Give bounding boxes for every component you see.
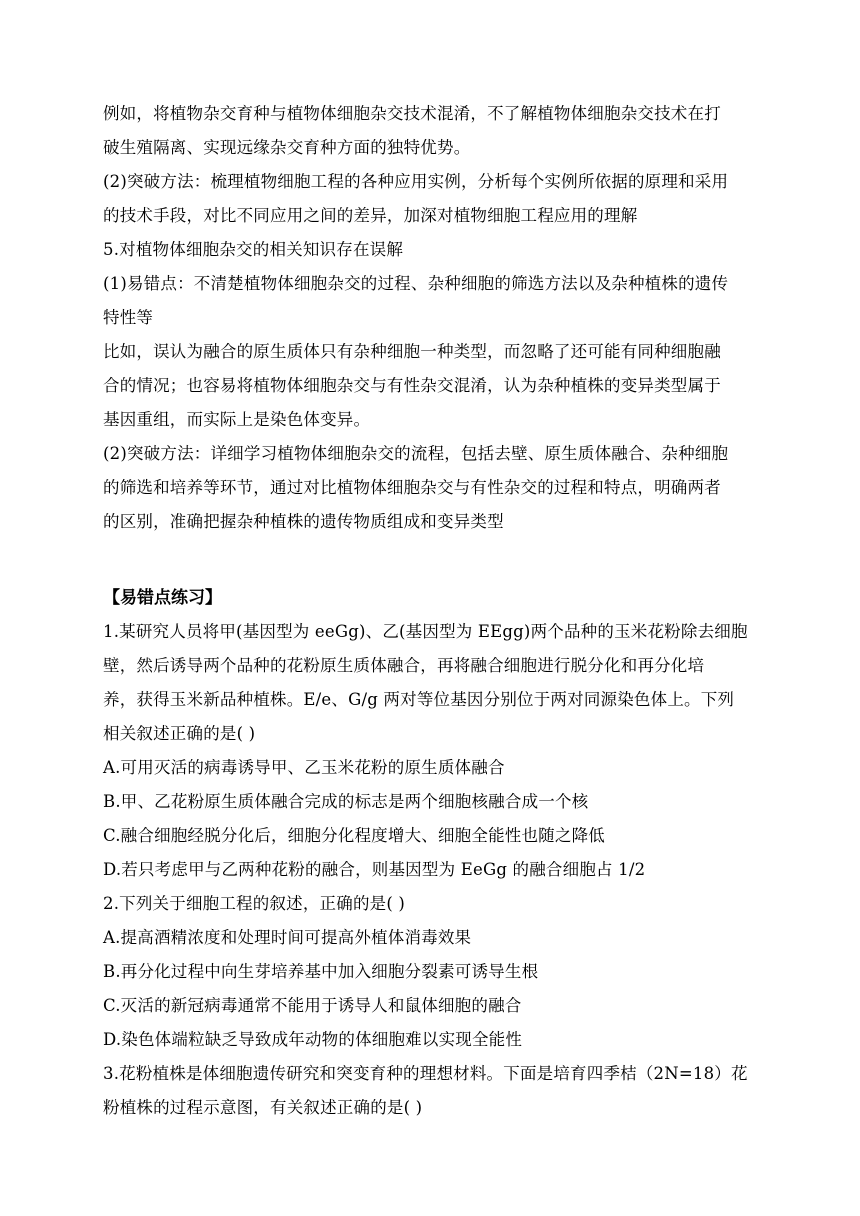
option-d: D.若只考虑甲与乙两种花粉的融合，则基因型为 EeGg 的融合细胞占 1/2 <box>103 860 646 879</box>
text-line: 的区别，准确把握杂种植株的遗传物质组成和变异类型 <box>103 512 504 531</box>
option-c: C.灭活的新冠病毒通常不能用于诱导人和鼠体细胞的融合 <box>103 996 522 1015</box>
question-stem: 壁，然后诱导两个品种的花粉原生质体融合，再将融合细胞进行脱分化和再分化培 <box>103 656 705 675</box>
question-stem: 3.花粉植株是体细胞遗传研究和突变育种的理想材料。下面是培育四季桔（2N=18）花 <box>103 1064 748 1083</box>
question-3 <box>103 1057 763 1125</box>
option-c: C.融合细胞经脱分化后，细胞分化程度增大、细胞全能性也随之降低 <box>103 826 605 845</box>
text-line: 5.对植物体细胞杂交的相关知识存在误解 <box>103 240 404 259</box>
paragraph-error-point <box>103 267 763 335</box>
text-line: (2)突破方法：详细学习植物体细胞杂交的流程，包括去壁、原生质体融合、杂种细胞 <box>103 444 729 463</box>
text-line: 合的情况；也容易将植物体细胞杂交与有性杂交混淆，认为杂种植株的变异类型属于 <box>103 376 721 395</box>
text-line: 基因重组，而实际上是染色体变异。 <box>103 410 371 429</box>
question-stem: 1.某研究人员将甲(基因型为 eeGg)、乙(基因型为 EEgg)两个品种的玉米花粉除去细胞 <box>103 622 748 641</box>
question-stem: 粉植株的过程示意图，有关叙述正确的是( ) <box>103 1098 423 1117</box>
text-line: 的筛选和培养等环节，通过对比植物体细胞杂交与有性杂交的过程和特点，明确两者 <box>103 478 721 497</box>
option-b: B.甲、乙花粉原生质体融合完成的标志是两个细胞核融合成一个核 <box>103 792 589 811</box>
text-line: 例如，将植物杂交育种与植物体细胞杂交技术混淆，不了解植物体细胞杂交技术在打 <box>103 104 721 123</box>
text-line: 的技术手段，对比不同应用之间的差异，加深对植物细胞工程应用的理解 <box>103 206 638 225</box>
question-stem: 2.下列关于细胞工程的叙述，正确的是( ) <box>103 894 406 913</box>
text-line: 破生殖隔离、实现远缘杂交育种方面的独特优势。 <box>103 138 471 157</box>
text-line: 特性等 <box>103 308 154 327</box>
section-title: 【易错点练习】 <box>103 588 222 608</box>
paragraph-breakthrough-method-1 <box>103 165 763 233</box>
question-1 <box>103 615 763 887</box>
question-stem: 养，获得玉米新品种植株。E/e、G/g 两对等位基因分别位于两对同源染色体上。下列 <box>103 690 735 709</box>
option-a: A.可用灭活的病毒诱导甲、乙玉米花粉的原生质体融合 <box>103 758 505 777</box>
text-line: (1)易错点：不清楚植物体细胞杂交的过程、杂种细胞的筛选方法以及杂种植株的遗传 <box>103 274 729 293</box>
section-spacer <box>103 539 763 573</box>
option-b: B.再分化过程中向生芽培养基中加入细胞分裂素可诱导生根 <box>103 962 539 981</box>
question-stem: 相关叙述正确的是( ) <box>103 724 256 743</box>
question-2 <box>103 887 763 1057</box>
option-d: D.染色体端粒缺乏导致成年动物的体细胞难以实现全能性 <box>103 1030 523 1049</box>
option-a: A.提高酒精浓度和处理时间可提高外植体消毒效果 <box>103 928 472 947</box>
paragraph-confusion-example <box>103 97 763 165</box>
text-line: 比如，误认为融合的原生质体只有杂种细胞一种类型，而忽略了还可能有同种细胞融 <box>103 342 721 361</box>
document-page <box>103 97 763 1125</box>
paragraph-breakthrough-method-2 <box>103 437 763 539</box>
paragraph-heading-5 <box>103 233 763 267</box>
text-line: (2)突破方法：梳理植物细胞工程的各种应用实例，分析每个实例所依据的原理和采用 <box>103 172 729 191</box>
paragraph-misconception-example <box>103 335 763 437</box>
